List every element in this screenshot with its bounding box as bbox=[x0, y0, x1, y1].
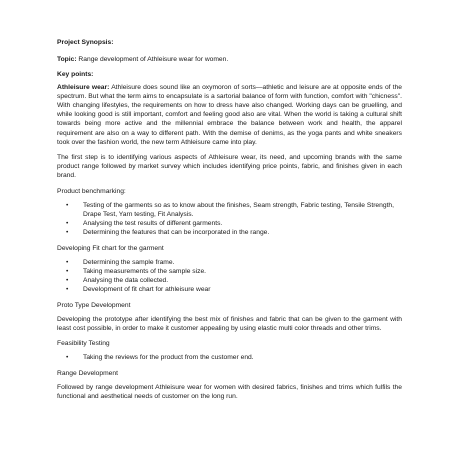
topic-line bbox=[57, 55, 402, 64]
topic-text: Range development of Athleisure wear for women. bbox=[76, 56, 229, 64]
bullet-icon: • bbox=[66, 277, 69, 285]
bullet-icon: • bbox=[66, 286, 69, 294]
intro-text: Athleisure does sound like an oxymoron of sorts—athletic and leisure are at opposite ends of the spectrum. But what the term aims to encapsulate is a sartorial balance of form with function, comfort with "chicness". With changing lifestyles, the requirements on how to dress have also changed. Working days can be gruelling, and while looking good is still important, comfort and feeling good also are vital. When the world is taking a cultural shift towards being more active and the millennial embrace the balance between work and health, the apparel requirement are also on a way to different path. With the demise of denims, as the yoga pants and white sneakers took over the fashion world, the new term Athleisure came into play. bbox=[57, 83, 403, 146]
intro-term: Athleisure wear: bbox=[57, 83, 110, 91]
benchmarking-list bbox=[57, 201, 402, 238]
list-item bbox=[57, 258, 402, 267]
list-item bbox=[57, 201, 402, 219]
key-points-label: Key points: bbox=[57, 71, 94, 79]
bullet-icon: • bbox=[66, 220, 69, 228]
document-page bbox=[57, 38, 402, 407]
list-item-text: Development of fit chart for athleisure wear bbox=[83, 286, 211, 294]
bullet-icon: • bbox=[66, 268, 69, 276]
list-item-text: Determining the sample frame. bbox=[83, 258, 175, 266]
list-item-text: Taking the reviews for the product from the customer end. bbox=[83, 354, 254, 362]
list-item bbox=[57, 228, 402, 237]
list-item bbox=[57, 276, 402, 285]
feasibility-list bbox=[57, 353, 402, 362]
list-item-text: Taking measurements of the sample size. bbox=[83, 268, 207, 276]
feasibility-title: Feasibility Testing bbox=[57, 340, 110, 348]
fit-chart-list bbox=[57, 258, 402, 295]
prototype-paragraph: Developing the prototype after identifying the best mix of finishes and fabric that can be given to the garment with least cost possible, in order to make it customer appealing by using elastic multi color threads and other trims. bbox=[57, 315, 402, 333]
bullet-icon: • bbox=[66, 354, 69, 362]
list-item-text: Analysing the test results of different garments. bbox=[83, 220, 223, 228]
list-item bbox=[57, 219, 402, 228]
first-step-paragraph: The first step is to identifying various aspects of Athleisure wear, its need, and upcoming brands with the same product range followed by market survey which includes identifying price points, fabric, and finishes given in each brand. bbox=[57, 154, 402, 180]
fit-chart-title: Developing Fit chart for the garment bbox=[57, 244, 164, 252]
benchmarking-title: Product benchmarking: bbox=[57, 187, 126, 195]
list-item bbox=[57, 353, 402, 362]
bullet-icon: • bbox=[66, 229, 69, 237]
list-item bbox=[57, 267, 402, 276]
prototype-title: Proto Type Development bbox=[57, 301, 131, 309]
list-item-text: Testing of the garments so as to know about the finishes, Seam strength, Fabric testing, Tensile Strength, Drape Test, Yarn testing, Fit Analysis. bbox=[83, 201, 395, 219]
range-paragraph: Followed by range development Athleisure wear for women with desired fabrics, finishes and trims which fulfils the functional and aesthetical needs of customer on the long run. bbox=[57, 383, 402, 401]
synopsis-title: Project Synopsis: bbox=[57, 39, 114, 46]
bullet-icon: • bbox=[66, 258, 69, 266]
list-item-text: Determining the features that can be incorporated in the range. bbox=[83, 229, 270, 237]
bullet-icon: • bbox=[66, 201, 69, 209]
list-item-text: Analysing the data collected. bbox=[83, 277, 169, 285]
intro-paragraph bbox=[57, 83, 402, 147]
topic-label: Topic: bbox=[57, 56, 77, 64]
range-title: Range Development bbox=[57, 369, 118, 377]
list-item bbox=[57, 285, 402, 294]
